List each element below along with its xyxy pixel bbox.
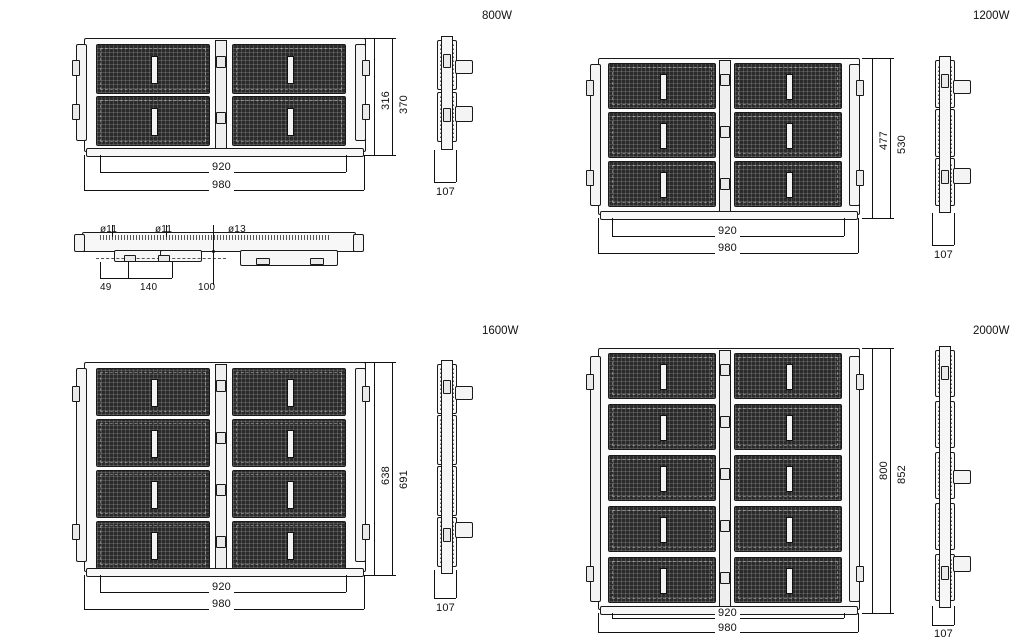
title-800w: 800W	[482, 10, 513, 22]
dim-ext-800w-h1	[374, 38, 375, 156]
dim-316: 316	[380, 91, 392, 110]
dim-800: 800	[878, 461, 890, 480]
dim-477: 477	[878, 131, 890, 150]
hole-dia-3: ø13	[228, 224, 246, 235]
dim-ext-800w-h2	[392, 38, 393, 156]
dim-691: 691	[398, 470, 410, 489]
drawing-sheet: 800W 316 370 920 980 107 ø11 ø11 ø13 49 140 100 1200W 477 530 920 980 107 1600W 638 691 920 980 107 2000W 800 852 920 980 107	[0, 0, 1030, 642]
hole-dia-2: ø11	[155, 224, 173, 235]
dim-370: 370	[398, 95, 410, 114]
dim-140: 140	[140, 282, 158, 293]
dim-107-800w	[434, 182, 456, 183]
title-1600w: 1600W	[482, 325, 519, 337]
title-1200w: 1200W	[973, 10, 1010, 22]
dim-530: 530	[896, 135, 908, 154]
dim-852: 852	[896, 465, 908, 484]
dim-49: 49	[100, 282, 112, 293]
hole-dia-1: ø11	[100, 224, 118, 235]
dim-100: 100	[198, 282, 216, 293]
dim-638: 638	[380, 466, 392, 485]
title-2000w: 2000W	[973, 325, 1010, 337]
